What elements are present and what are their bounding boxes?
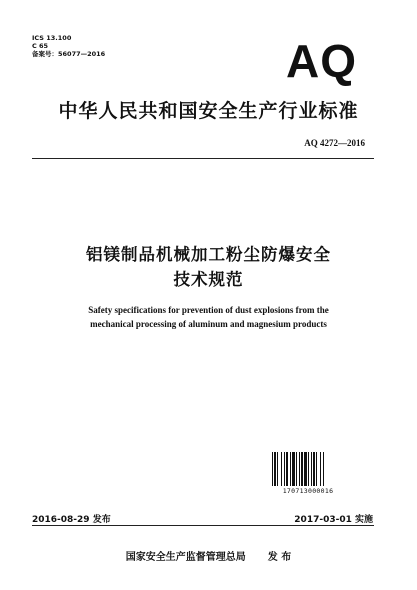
- top-divider: [32, 158, 374, 159]
- english-title: [0, 303, 417, 331]
- classification-block: [32, 34, 105, 58]
- chinese-title: [0, 242, 417, 292]
- standard-category-title: 中华人民共和国安全生产行业标准: [58, 100, 359, 122]
- barcode-block: [272, 452, 344, 495]
- chinese-title-line-2: 技术规范: [173, 270, 244, 289]
- barcode-number: 170713000016: [282, 487, 334, 495]
- issuer-line: [0, 548, 417, 563]
- issuer-action: 发 布: [267, 552, 292, 563]
- aq-logo: AQ: [286, 35, 357, 87]
- bottom-divider: [32, 525, 374, 526]
- english-title-line-1: Safety specifications for prevention of dust explosions from the: [88, 305, 329, 315]
- implementation-date: 2017-03-01 实施: [294, 515, 373, 525]
- standard-number: AQ 4272—2016: [304, 138, 365, 148]
- english-title-line-2: mechanical processing of aluminum and magnesium products: [90, 319, 327, 329]
- ccs-code: C 65: [32, 42, 49, 50]
- chinese-title-line-1: 铝镁制品机械加工粉尘防爆安全: [86, 245, 331, 264]
- issue-date: 2016-08-29 发布: [32, 515, 111, 525]
- record-number: 备案号：56077—2016: [32, 50, 106, 58]
- ics-code: ICS 13.100: [32, 34, 72, 42]
- issuer-name: 国家安全生产监督管理总局: [125, 552, 246, 563]
- barcode-icon: [272, 452, 344, 486]
